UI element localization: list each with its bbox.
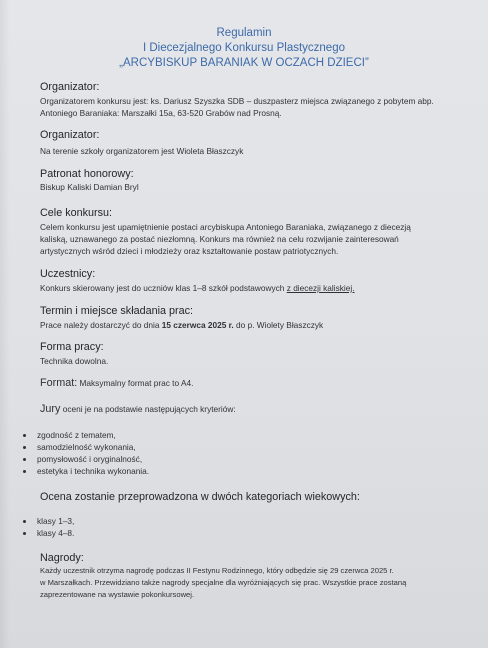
document-title-regulamin: Regulamin xyxy=(216,27,272,39)
patronat-text: Biskup Kaliski Damian Bryl xyxy=(40,182,139,192)
age-category: klasy 4–8. xyxy=(37,528,75,538)
age-category: klasy 1–3, xyxy=(37,516,75,526)
document-title-theme: „ARCYBISKUP BARANIAK W OCZACH DZIECI” xyxy=(119,57,369,69)
section-heading-patronat: Patronat honorowy: xyxy=(40,168,134,180)
uczestnicy-text-main: Konkurs skierowany jest do uczniów klas 1–8 szkół podstawowych xyxy=(40,283,287,293)
document-title-contest: I Diecezjalnego Konkursu Plastycznego xyxy=(142,42,345,54)
list-item xyxy=(23,454,142,466)
bullet-icon xyxy=(23,434,26,437)
nagrody-text-line: w Marszałkach. Przewidziano także nagrody specjalne dla wyróżniających się prac. Wszystkie prace zostaną xyxy=(40,578,407,587)
cele-text-line: artystycznych wśród dzieci i młodzieży oraz kształtowanie postaw patriotycznych. xyxy=(40,246,339,256)
section-heading-uczestnicy: Uczestnicy: xyxy=(40,268,96,280)
jury-criterion: zgodność z tematem, xyxy=(37,430,116,440)
nagrody-text-line: Każdy uczestnik otrzyma nagrodę podczas II Festynu Rodzinnego, który odbędzie się 29 czerwca 2025 r. xyxy=(40,566,394,575)
bullet-icon xyxy=(23,532,26,535)
section-heading-cele: Cele konkursu: xyxy=(40,207,113,219)
section-heading-format: Format: xyxy=(40,377,78,389)
section-heading-organizator: Organizator: xyxy=(40,81,100,93)
section-heading-ocena: Ocena zostanie przeprowadzona w dwóch kategoriach wiekowych: xyxy=(40,491,360,503)
list-item xyxy=(23,528,74,540)
list-item xyxy=(23,466,149,478)
jury-criterion: pomysłowość i oryginalność, xyxy=(37,454,143,464)
forma-text: Technika dowolna. xyxy=(40,356,109,366)
bullet-icon xyxy=(23,520,26,523)
section-heading-termin: Termin i miejsce składania prac: xyxy=(40,305,194,317)
termin-text-post: do p. Wiolety Błaszczyk xyxy=(233,320,324,330)
paper-shadow xyxy=(0,0,10,648)
jury-criterion: estetyka i technika wykonania. xyxy=(37,466,150,476)
format-line xyxy=(40,378,193,390)
jury-criterion: samodzielność wykonania, xyxy=(37,442,136,452)
bullet-icon xyxy=(23,446,26,449)
section-heading-forma: Forma pracy: xyxy=(40,341,104,353)
section-heading-organizator-school: Organizator: xyxy=(40,129,100,141)
bullet-icon xyxy=(23,458,26,461)
organizator-text-line: Organizatorem konkursu jest: ks. Dariusz Szyszka SDB – duszpasterz miejsca związanego z pobytem abp. xyxy=(40,96,434,106)
jury-line xyxy=(40,404,236,416)
list-item xyxy=(23,516,74,528)
section-heading-jury: Jury xyxy=(40,403,61,415)
bullet-icon xyxy=(23,470,26,473)
list-item xyxy=(23,442,136,454)
jury-text: oceni je na podstawie następujących kryteriów: xyxy=(60,404,236,414)
cele-text-line: Celem konkursu jest upamiętnienie postaci arcybiskupa Antoniego Baraniaka, związanego z diecezją xyxy=(40,222,411,232)
termin-text xyxy=(40,320,323,332)
organizator-school-text: Na terenie szkoły organizatorem jest Wioleta Błaszczyk xyxy=(40,146,244,156)
uczestnicy-text xyxy=(40,283,355,295)
section-heading-nagrody: Nagrody: xyxy=(40,552,84,564)
termin-text-pre: Prace należy dostarczyć do dnia xyxy=(40,320,162,330)
nagrody-text-line: zaprezentowane na wystawie pokonkursowej. xyxy=(40,590,195,599)
uczestnicy-diocese-underlined: z diecezji kaliskiej. xyxy=(286,283,355,293)
format-text: Maksymalny format prac to A4. xyxy=(77,378,194,388)
termin-deadline: 15 czerwca 2025 r. xyxy=(161,320,234,330)
organizator-text-line: Antoniego Baraniaka: Marszałki 15a, 63-520 Grabów nad Prosną. xyxy=(40,108,282,118)
cele-text-line: kaliską, uznawanego za postać niezłomną. Konkurs ma również na celu rozwijanie zainteresowań xyxy=(40,234,399,244)
list-item xyxy=(23,430,116,442)
